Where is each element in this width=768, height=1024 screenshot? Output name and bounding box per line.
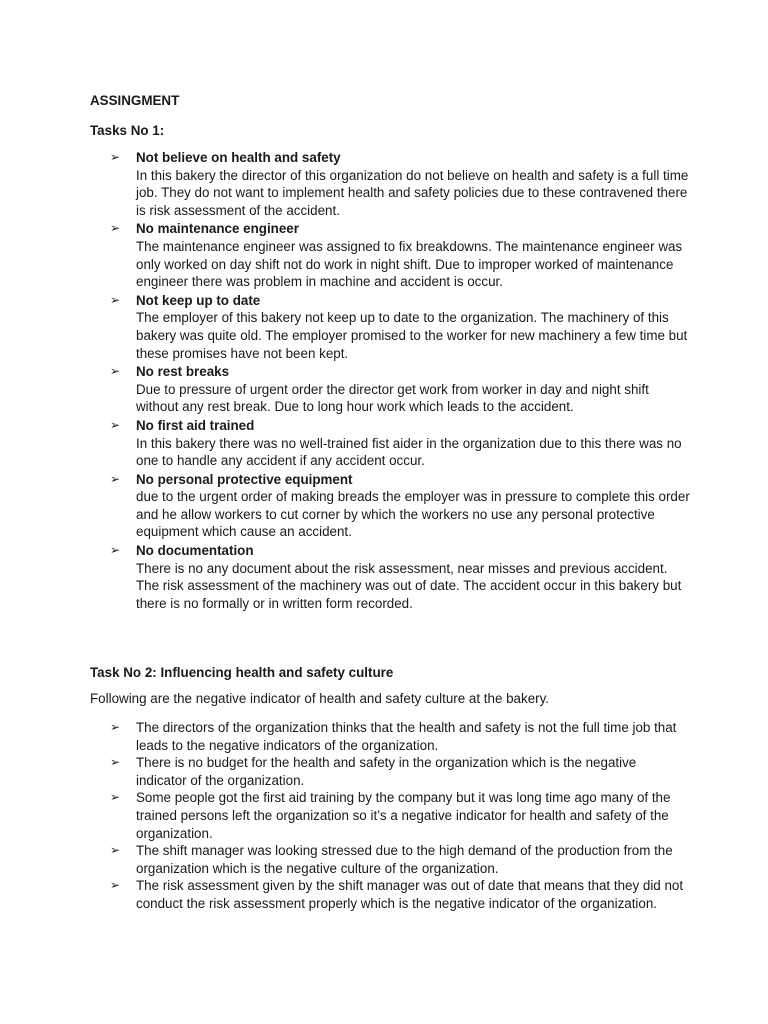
item-description: There is no any document about the risk assessment, near misses and previous accident. The risk assessment of the machinery was out of date. The accident occur in this bakery but there is no formally or in written form recorded. bbox=[136, 560, 682, 611]
list-item bbox=[110, 149, 690, 219]
list-item bbox=[110, 789, 690, 842]
item-description: The maintenance engineer was assigned to fix breakdowns. The maintenance engineer was only worked on day shift not do work in night shift. Due to improper worked of maintenance engineer there was problem in machine and accident is occur. bbox=[136, 238, 683, 290]
item-title: No documentation bbox=[136, 543, 254, 559]
arrow-bullet-icon: ➢ bbox=[110, 150, 121, 164]
list-item bbox=[110, 363, 690, 416]
list-item bbox=[110, 877, 690, 912]
list-item bbox=[110, 417, 690, 470]
item-description: The employer of this bakery not keep up to date to the organization. The machinery of this bakery was quite old. The employer promised to the worker for new machinery a few time but these promises have not been kept. bbox=[136, 310, 688, 361]
arrow-bullet-icon: ➢ bbox=[110, 755, 121, 770]
item-text: There is no budget for the health and safety in the organization which is the negative indicator of the organization. bbox=[136, 755, 637, 788]
item-title: No rest breaks bbox=[136, 364, 230, 380]
arrow-bullet-icon: ➢ bbox=[110, 364, 121, 379]
item-text: The shift manager was looking stressed due to the high demand of the production from the organization which is the negative culture of the organization. bbox=[136, 843, 673, 876]
list-item bbox=[110, 842, 690, 877]
item-text: The risk assessment given by the shift manager was out of date that means that they did not conduct the risk assessment properly which is the negative indicator of the organization. bbox=[136, 878, 684, 911]
list-item bbox=[110, 542, 690, 612]
task2-list bbox=[110, 719, 690, 913]
item-title: No maintenance engineer bbox=[136, 221, 299, 237]
list-item bbox=[110, 292, 690, 362]
task2-heading: Task No 2: Influencing health and safety culture bbox=[90, 665, 394, 680]
arrow-bullet-icon: ➢ bbox=[110, 221, 121, 236]
item-description: Due to pressure of urgent order the director get work from worker in day and night shift without any rest break. Due to long hour work which leads to the accident. bbox=[136, 381, 649, 415]
arrow-bullet-icon: ➢ bbox=[110, 843, 121, 858]
list-item bbox=[110, 719, 690, 754]
list-item bbox=[110, 754, 690, 789]
item-title: No first aid trained bbox=[136, 417, 255, 433]
item-text: Some people got the first aid training by the company but it was long time ago many of the trained persons left the organization so it’s a negative indicator for health and safety of the organization. bbox=[136, 790, 671, 841]
arrow-bullet-icon: ➢ bbox=[110, 720, 121, 734]
item-title: Not believe on health and safety bbox=[136, 150, 341, 165]
item-description: due to the urgent order of making breads the employer was in pressure to complete this order and he allow workers to cut corner by which the workers no use any personal protective equipment which cause an accident. bbox=[136, 489, 690, 540]
task1-list bbox=[110, 149, 690, 613]
document-title: ASSINGMENT bbox=[90, 93, 180, 108]
item-title: Not keep up to date bbox=[136, 292, 261, 308]
item-description: In this bakery the director of this organization do not believe on health and safety is a full time job. They do not want to implement health and safety policies due to these contravened there is risk assessment of the accident. bbox=[136, 167, 689, 218]
list-item bbox=[110, 220, 690, 290]
arrow-bullet-icon: ➢ bbox=[110, 790, 121, 805]
item-description: In this bakery there was no well-trained fist aider in the organization due to this there was no one to handle any accident if any accident occur. bbox=[136, 435, 682, 469]
item-text: The directors of the organization thinks that the health and safety is not the full time job that leads to the negative indicators of the organization. bbox=[136, 720, 677, 753]
arrow-bullet-icon: ➢ bbox=[110, 292, 121, 307]
task1-heading: Tasks No 1: bbox=[90, 123, 165, 138]
list-item bbox=[110, 471, 690, 541]
arrow-bullet-icon: ➢ bbox=[110, 878, 121, 893]
arrow-bullet-icon: ➢ bbox=[110, 471, 121, 486]
item-title: No personal protective equipment bbox=[136, 471, 353, 487]
task2-intro: Following are the negative indicator of health and safety culture at the bakery. bbox=[90, 691, 550, 706]
arrow-bullet-icon: ➢ bbox=[110, 543, 121, 558]
arrow-bullet-icon: ➢ bbox=[110, 417, 121, 432]
